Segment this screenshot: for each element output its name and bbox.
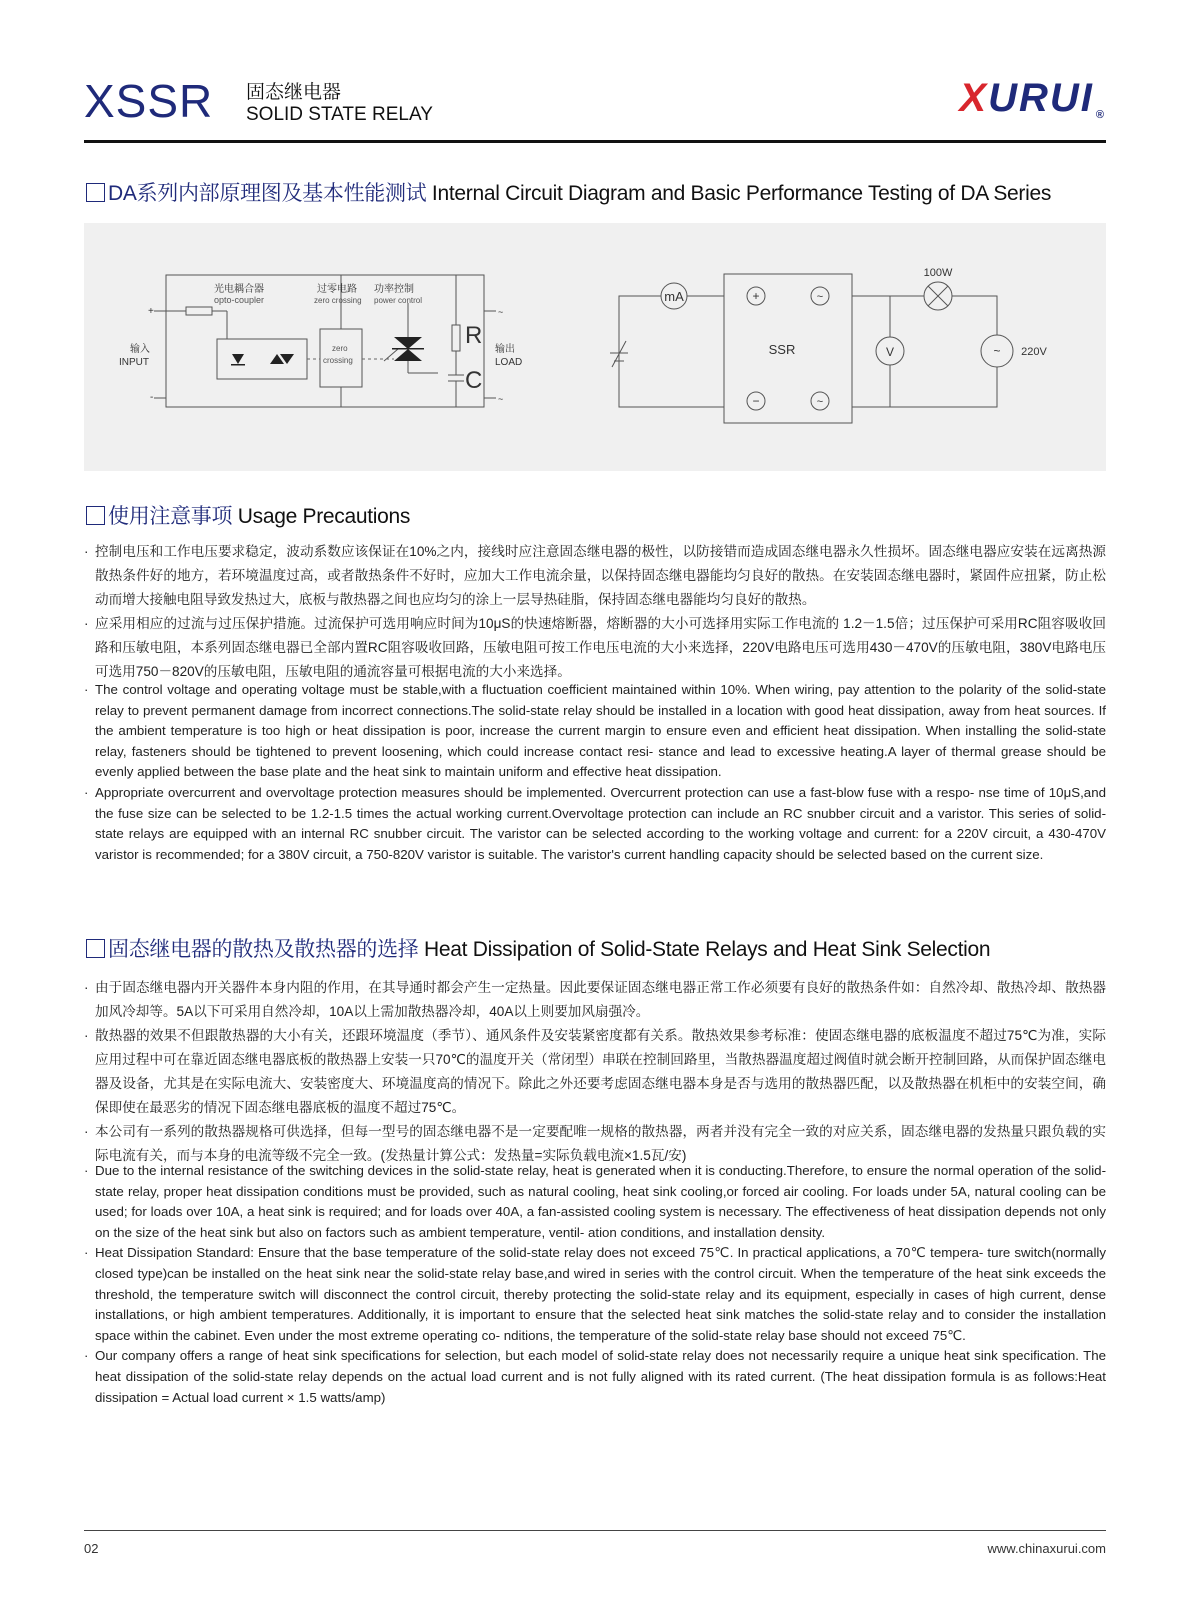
- svg-text:~: ~: [816, 291, 824, 303]
- svg-text:SSR: SSR: [768, 342, 796, 357]
- svg-text:LOAD: LOAD: [495, 357, 523, 368]
- svg-text:R: R: [465, 322, 483, 349]
- svg-text:~: ~: [816, 396, 824, 408]
- list-item: · Our company offers a range of heat sink specifications for selection, but each model of solid-state relay does not necessarily require a unique heat sink specification. The heat dissipation of the solid-state relay depends on the actual load current and is not fully aligned with its rated current. (The heat dissipation formula is as follows:Heat dissipation = Actual load current × 1.5 watts/amp): [84, 1348, 1106, 1405]
- svg-text:~: ~: [993, 344, 1001, 358]
- svg-text:power control: power control: [374, 296, 423, 305]
- precautions-list-en: [84, 680, 1106, 865]
- section-title-heat: 固态继电器的散热及散热器的选择 Heat Dissipation of Solid-State Relays and Heat Sink Selection: [86, 933, 990, 963]
- svg-text:INPUT: INPUT: [119, 357, 149, 368]
- list-item: · 应采用相应的过流与过压保护措施。过流保护可选用响应时间为10μS的快速熔断器，熔断器的大小可选择用实际工作电流的 1.2－1.5倍；过压保护可采用RC阻容吸收回路和压敏电阻，本系列固态继电器已全部内置RC阻容吸收回路，压敏电阻可按工作电压电流的大小来选择，220V电路电压可选用430－470V的压敏电阻，380V电路电压可选用750－820V的压敏电阻，压敏电阻的通流容量可根据电流的大小来选择。: [84, 616, 1106, 679]
- footer-divider: [84, 1530, 1106, 1531]
- website-link[interactable]: www.chinaxurui.com: [987, 1541, 1106, 1556]
- list-item: · 由于固态继电器内开关器件本身内阻的作用，在其导通时都会产生一定热量。因此要保证固态继电器正常工作必须要有良好的散热条件如：自然冷却、散热冷却、散热器加风冷却等。5A以下可采用自然冷却，10A以上需加散热器冷却，40A以上则要加风扇强冷。: [84, 980, 1106, 1019]
- svg-text:光电耦合器: 光电耦合器: [214, 284, 264, 295]
- list-item: · Appropriate overcurrent and overvoltage protection measures should be implemented. Overcurrent protection can use a fast-blow fuse with a respo- nse time of 10μS,and the fuse size can be selected to be 1.2-1.5 times the actual working current.Overvoltage protection can include an RC snubber circuit and a varistor. This series of solid-state relays are equipped with an internal RC snubber circuit. The varistor can be selected according to the working voltage and current: for a 220V circuit, a 430-470V varistor is recommended; for a 380V circuit, a 750-820V varistor is suitable. The varistor's current handling capacity should be selected based on the current size.: [84, 784, 1106, 862]
- svg-text:输出: 输出: [495, 344, 515, 355]
- triac-icon: [394, 337, 422, 349]
- led-icon: [232, 354, 244, 364]
- list-item: · 散热器的效果不但跟散热器的大小有关，还跟环境温度（季节）、通风条件及安装紧密度都有关系。散热效果参考标准：使固态继电器的底板温度不超过75℃为准，实际应用过程中可在靠近固态继电器底板的散热器上安装一只70℃的温度开关（常闭型）串联在控制回路里，当散热器温度超过阀值时就会断开控制回路，从而保护固态继电器及设备，尤其是在实际电流大、安装密度大、环境温度高的情况下。除此之外还要考虑固态继电器本身是否与选用的散热器匹配，以及散热器在机柜中的安装空间，确保即使在最恶劣的情况下固态继电器底板的温度不超过75℃。: [84, 1028, 1106, 1115]
- subtitle-en: SOLID STATE RELAY: [246, 104, 433, 125]
- svg-text:220V: 220V: [1021, 346, 1047, 358]
- circuit-diagram-panel: [84, 223, 1106, 471]
- svg-text:100W: 100W: [923, 267, 953, 279]
- svg-text:+: +: [752, 289, 760, 303]
- snubber-resistor: [452, 325, 460, 351]
- opto-coupler-box: [217, 339, 307, 379]
- svg-text:+: +: [148, 306, 154, 317]
- header-divider: [84, 140, 1106, 143]
- svg-text:~: ~: [498, 307, 504, 317]
- list-item: · 控制电压和工作电压要求稳定，波动系数应该保证在10%之内，接线时应注意固态继电器的极性，以防接错而造成固态继电器永久性损坏。固态继电器应安装在远离热源散热条件好的地方，若环境温度过高，或者散热条件不好时，应加大工作电流余量，以保持固态继电器能均匀良好的散热。在安装固态继电器时，紧固件应扭紧，防止松动而增大接触电阻导致发热过大，底板与散热器之间也应均匀的涂上一层导热硅脂，保持固态继电器能均匀良好的散热。: [84, 544, 1106, 607]
- svg-text:V: V: [885, 345, 895, 359]
- section-title-precautions: 使用注意事项 Usage Precautions: [86, 500, 410, 530]
- svg-text:C: C: [465, 367, 483, 394]
- svg-text:−: −: [752, 394, 760, 408]
- svg-text:crossing: crossing: [323, 356, 353, 365]
- heat-list-cn: [84, 976, 1106, 1168]
- checkbox-square-icon: [86, 506, 105, 525]
- checkbox-square-icon: [86, 939, 105, 958]
- svg-text:输入: 输入: [130, 344, 150, 355]
- list-item: · The control voltage and operating voltage must be stable,with a fluctuation coefficient maintained within 10%. When wiring, pay attention to the polarity of the solid-state relay to prevent permanent damage from incorrect connections.The solid-state relay should be installed in a location with good heat dissipation, away from heat sources. If the ambient temperature is too high or heat dissipation is poor, increase the current margin to ensure even and efficient heat dissipation. When installing the solid-state relay, fasteners should be tightened to prevent loosening, which could increase contact resi- stance and lead to excessive heating.A layer of thermal grease should be evenly applied between the base plate and the heat sink to maintain uniform and effective heat dissipation.: [84, 682, 1106, 780]
- heat-list-en: [84, 1161, 1106, 1408]
- svg-text:opto-coupler: opto-coupler: [214, 295, 265, 305]
- subtitle-cn: 固态继电器: [246, 82, 342, 103]
- company-logo: XURUI ®: [959, 76, 1106, 121]
- list-item: · Due to the internal resistance of the switching devices in the solid-state relay, heat is generated when it is conducting.Therefore, to ensure the normal operation of the solid-state relay, proper heat dissipation conditions must be provided, such as natural cooling, heat sink cooling,or forced air cooling. For loads under 5A, natural cooling can be used; for loads over 10A, a heat sink is required; and for loads over 40A, a fan-assisted cooling system is necessary. The effectiveness of heat dissipation depends not only on the size of the heat sink but also on factors such as ambient temperature, ventil- ation conditions, and installation density.: [84, 1163, 1106, 1240]
- list-item: · Heat Dissipation Standard: Ensure that the base temperature of the solid-state relay does not exceed 75℃. In practical applications, a 70℃ tempera- ture switch(normally closed type)can be installed on the heat sink near the solid-state relay base,and wired in series with the control circuit. When the temperature of the heat sink exceeds the threshold, the temperature switch will disconnect the control circuit, thereby protecting the solid-state relay and its equipment, especially in cases of high current, dense installations, or high ambient temperatures. Additionally, it is important to ensure that the selected heat sink matches the solid-state relay and to consider the installation space within the cabinet. Even under the most extreme operating co- nditions, the temperature of the solid-state relay base should not exceed 75℃.: [84, 1245, 1106, 1343]
- page-number: 02: [84, 1541, 99, 1556]
- input-resistor: [186, 307, 212, 315]
- checkbox-square-icon: [86, 183, 105, 202]
- circuit-diagrams: [84, 223, 1106, 471]
- svg-text:~: ~: [498, 394, 504, 404]
- page-header: [84, 70, 1106, 142]
- brand-title: XSSR: [84, 75, 214, 127]
- section-title-circuit: DA系列内部原理图及基本性能测试 Internal Circuit Diagram and Basic Performance Testing of DA Series: [86, 177, 1051, 207]
- svg-text:过零电路: 过零电路: [317, 284, 357, 295]
- brand-subtitle: [246, 82, 433, 126]
- list-item: · 本公司有一系列的散热器规格可供选择，但每一型号的固态继电器不是一定要配唯一规格的散热器，两者并没有完全一致的对应关系，固态继电器的发热量只跟负载的实际电流有关，而与本身的电流等级不完全一致。(发热量计算公式：发热量=实际负载电流×1.5瓦/安): [84, 1124, 1106, 1163]
- svg-text:-: -: [150, 392, 154, 403]
- svg-text:mA: mA: [664, 289, 684, 304]
- svg-text:zero: zero: [332, 344, 348, 353]
- precautions-list-cn: [84, 540, 1106, 684]
- svg-text:功率控制: 功率控制: [374, 284, 414, 295]
- svg-text:zero crossing: zero crossing: [314, 296, 362, 305]
